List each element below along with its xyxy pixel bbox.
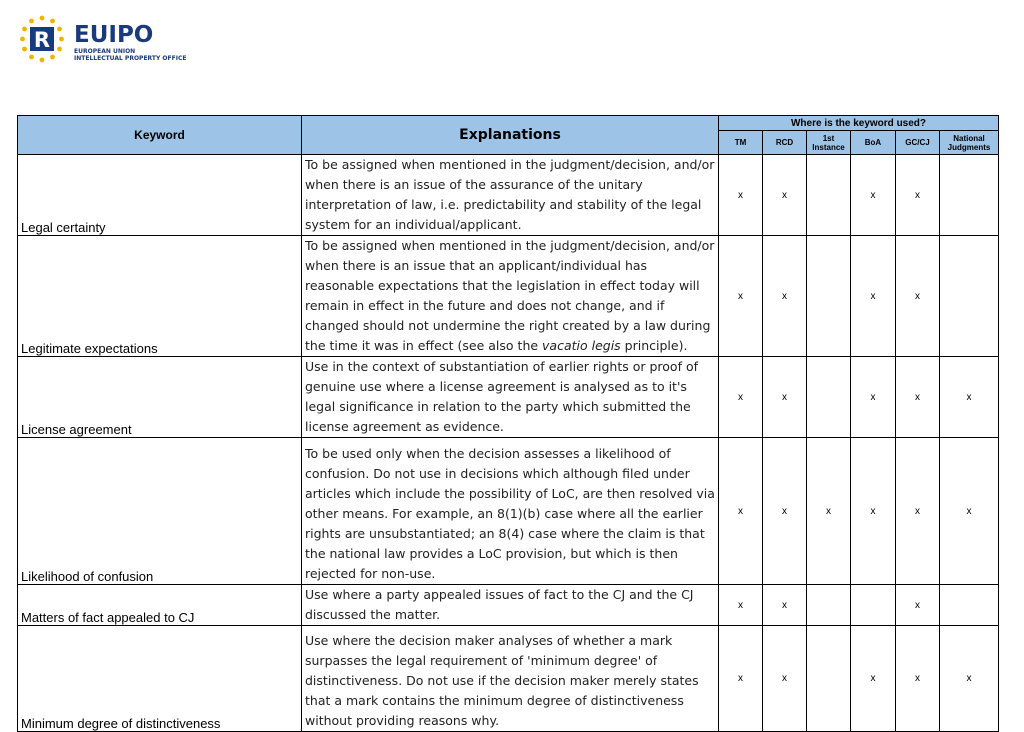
keyword-cell: Legitimate expectations — [18, 236, 302, 357]
explanation-italic-term: vacatio legis — [542, 338, 621, 353]
mark-cell-tm: x — [719, 357, 763, 438]
mark-cell-rcd: x — [763, 438, 807, 585]
table-row — [18, 357, 999, 438]
explanation-text-end: principle). — [620, 338, 688, 353]
mark-cell-rcd: x — [763, 236, 807, 357]
mark-cell-boa: x — [851, 236, 896, 357]
logo-title: EUIPO — [74, 22, 154, 48]
logo-subtitle-line2: INTELLECTUAL PROPERTY OFFICE — [74, 55, 187, 62]
keyword-cell: Matters of fact appealed to CJ — [18, 585, 302, 626]
logo-subtitle — [74, 48, 186, 62]
explanation-cell: Use where the decision maker analyses of whether a mark surpasses the legal requirement of 'minimum degree' of distinctiveness. Do not use if the decision maker merely states that a mark contains the minimum degree of distinctiveness without providing reasons why. — [302, 626, 719, 732]
explanations-column-header: Explanations — [302, 116, 719, 155]
mark-cell-national: x — [940, 357, 999, 438]
mark-cell-boa: x — [851, 155, 896, 236]
keyword-cell: Legal certainty — [18, 155, 302, 236]
mark-cell-national — [940, 155, 999, 236]
subheader-national-judgments: National Judgments — [940, 131, 999, 155]
mark-cell-gc-cj: x — [896, 438, 940, 585]
mark-cell-rcd: x — [763, 357, 807, 438]
subheader-rcd: RCD — [763, 131, 807, 155]
mark-cell-national — [940, 236, 999, 357]
logo-subtitle-line1: EUROPEAN UNION — [74, 48, 136, 55]
subheader-boa: BoA — [851, 131, 896, 155]
mark-cell-gc-cj: x — [896, 585, 940, 626]
mark-cell-boa: x — [851, 357, 896, 438]
mark-cell-national: x — [940, 438, 999, 585]
explanation-cell — [302, 236, 719, 357]
mark-cell-boa — [851, 585, 896, 626]
mark-cell-1st-instance — [807, 585, 851, 626]
mark-cell-gc-cj: x — [896, 155, 940, 236]
mark-cell-tm: x — [719, 236, 763, 357]
mark-cell-national: x — [940, 626, 999, 732]
mark-cell-gc-cj: x — [896, 357, 940, 438]
mark-cell-national — [940, 585, 999, 626]
mark-cell-1st-instance: x — [807, 438, 851, 585]
keyword-cell: Minimum degree of distinctiveness — [18, 626, 302, 732]
mark-cell-rcd: x — [763, 155, 807, 236]
mark-cell-tm: x — [719, 585, 763, 626]
mark-cell-1st-instance — [807, 626, 851, 732]
mark-cell-gc-cj: x — [896, 236, 940, 357]
keyword-column-header: Keyword — [18, 116, 302, 155]
mark-cell-1st-instance — [807, 236, 851, 357]
keyword-cell: License agreement — [18, 357, 302, 438]
mark-cell-tm: x — [719, 155, 763, 236]
mark-cell-boa: x — [851, 438, 896, 585]
mark-cell-1st-instance — [807, 357, 851, 438]
subheader-gc-cj: GC/CJ — [896, 131, 940, 155]
table-row — [18, 155, 999, 236]
subheader-1st-instance: 1st Instance — [807, 131, 851, 155]
explanation-cell: To be used only when the decision assesses a likelihood of confusion. Do not use in decisions which although filed under articles which include the possibility of LoC, are then resolved via other means. For example, an 8(1)(b) case where all the earlier rights are unsubstantiated; an 8(4) case where the claim is that the national law provides a LoC provision, but which is then rejected for non-use. — [302, 438, 719, 585]
explanation-cell: To be assigned when mentioned in the judgment/decision, and/or when there is an issue of the assurance of the unitary interpretation of law, i.e. predictability and stability of the legal system for an individual/applicant. — [302, 155, 719, 236]
keyword-table — [17, 115, 999, 732]
logo-letter: R — [33, 28, 51, 52]
mark-cell-boa: x — [851, 626, 896, 732]
table-row — [18, 236, 999, 357]
euipo-emblem-icon — [16, 14, 68, 64]
keyword-cell: Likelihood of confusion — [18, 438, 302, 585]
euipo-logo — [16, 14, 206, 64]
explanation-text: To be assigned when mentioned in the judgment/decision, and/or when there is an issue that an applicant/individual has reasonable expectations that the legislation in effect today will remain in effect in the future and does not change, and if changed should not undermine the right created by a law during the time it was in effect (see also the — [305, 238, 715, 353]
mark-cell-gc-cj: x — [896, 626, 940, 732]
mark-cell-tm: x — [719, 438, 763, 585]
mark-cell-1st-instance — [807, 155, 851, 236]
mark-cell-rcd: x — [763, 626, 807, 732]
subheader-tm: TM — [719, 131, 763, 155]
where-used-header: Where is the keyword used? — [719, 116, 999, 131]
table-row — [18, 438, 999, 585]
table-row — [18, 585, 999, 626]
mark-cell-tm: x — [719, 626, 763, 732]
table-row — [18, 626, 999, 732]
explanation-cell: Use in the context of substantiation of earlier rights or proof of genuine use where a license agreement is analysed as to it's legal significance in relation to the party which submitted the license agreement as evidence. — [302, 357, 719, 438]
mark-cell-rcd: x — [763, 585, 807, 626]
explanation-cell: Use where a party appealed issues of fact to the CJ and the CJ discussed the matter. — [302, 585, 719, 626]
